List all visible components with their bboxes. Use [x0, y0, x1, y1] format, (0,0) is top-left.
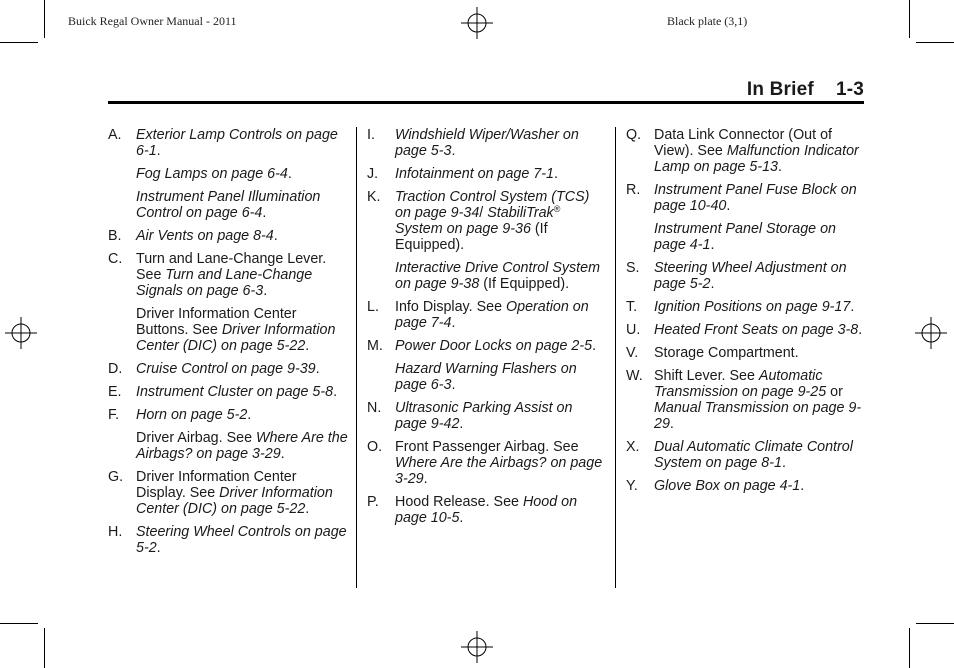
legend-text [654, 221, 866, 253]
legend-text [654, 345, 866, 361]
body-text: . [553, 166, 558, 182]
body-text: . [451, 377, 456, 393]
legend-item [108, 228, 348, 244]
legend-text [395, 166, 607, 182]
legend-letter: U. [626, 322, 641, 338]
body-text: . [710, 237, 715, 253]
legend-letter: Y. [626, 478, 638, 494]
body-text: . [592, 338, 597, 354]
cross-reference-text: Air Vents on page 8-4 [136, 228, 274, 244]
legend-text [654, 260, 866, 292]
crop-mark [44, 0, 45, 38]
legend-letter: O. [367, 439, 383, 455]
legend-text [395, 439, 607, 487]
legend-text [654, 439, 866, 471]
legend-letter: S. [626, 260, 640, 276]
column-3 [626, 127, 866, 501]
body-text: . [459, 510, 464, 526]
legend-item [367, 338, 607, 393]
trademark-symbol: ® [553, 204, 561, 214]
section-heading [747, 79, 864, 101]
body-text: . [858, 322, 863, 338]
cross-reference-text: Power Door Locks on page 2-5 [395, 338, 593, 354]
column-2 [367, 127, 607, 533]
body-text: Front Passenger Airbag. See [395, 439, 579, 455]
cross-reference-text: Where Are the Airbags? on page 3-29 [395, 455, 603, 487]
legend-text [654, 182, 866, 214]
legend-text [136, 127, 348, 159]
cross-reference-text: Manual Transmission on page 9-29 [654, 400, 862, 432]
cross-reference-text: Exterior Lamp Controls on page 6-1 [136, 127, 338, 159]
body-text: Shift Lever. See [654, 368, 759, 384]
body-text: Storage Compartment. [654, 345, 799, 361]
body-text: . [710, 276, 715, 292]
legend-item [108, 384, 348, 400]
legend-letter: X. [626, 439, 640, 455]
heading-rule [108, 101, 864, 104]
body-text: . [800, 478, 805, 494]
legend-text [136, 228, 348, 244]
legend-text [395, 127, 607, 159]
column-divider [615, 127, 616, 588]
legend-text [395, 299, 607, 331]
legend-text [136, 251, 348, 299]
registration-mark-right-icon [915, 317, 947, 349]
body-text: . [333, 384, 338, 400]
body-text: . [423, 471, 428, 487]
cross-reference-text: Operation on page 7-4 [395, 299, 589, 331]
body-text: Turn and Lane-Change Lever. See [136, 251, 327, 283]
body-text: Hood Release. See [395, 494, 523, 510]
legend-text [654, 368, 866, 432]
legend-item [367, 439, 607, 487]
legend-letter: C. [108, 251, 123, 267]
legend-text [136, 524, 348, 556]
crop-mark [916, 623, 954, 624]
cross-reference-text: Automatic Transmission on page 9-25 [654, 368, 827, 400]
legend-letter: L. [367, 299, 379, 315]
cross-reference-text: Where Are the Airbags? on page 3-29 [136, 430, 348, 462]
column-divider [356, 127, 357, 588]
legend-text [136, 306, 348, 354]
cross-reference-text: Malfunction Indicator Lamp on page 5-13 [654, 143, 859, 175]
cross-reference-text: Instrument Cluster on page 5-8 [136, 384, 334, 400]
legend-item [626, 439, 866, 471]
legend-item [367, 400, 607, 432]
cross-reference-text: Instrument Panel Illumination Control on page 6-4 [136, 189, 321, 221]
legend-text [654, 299, 866, 315]
body-text: Driver Information Center Display. See [136, 469, 297, 501]
crop-mark [909, 628, 910, 668]
body-text: . [669, 416, 674, 432]
cross-reference-text: Hazard Warning Flashers on page 6-3 [395, 361, 577, 393]
cross-reference-text: Steering Wheel Adjustment on page 5-2 [654, 260, 847, 292]
legend-letter: T. [626, 299, 638, 315]
body-text: . [781, 455, 786, 471]
cross-reference-text: Traction Control System (TCS) on page 9-34 [395, 189, 590, 221]
cross-reference-text: Dual Automatic Climate Control System on page 8-1 [654, 439, 853, 471]
legend-item [367, 189, 607, 292]
legend-text [136, 469, 348, 517]
legend-letter: G. [108, 469, 124, 485]
legend-item [626, 345, 866, 361]
legend-letter: D. [108, 361, 123, 377]
legend-letter: V. [626, 345, 639, 361]
legend-letter: H. [108, 524, 123, 540]
registration-mark-bottom-icon [461, 631, 493, 663]
legend-text [395, 338, 607, 354]
cross-reference-text: Turn and Lane-Change Signals on page 6-3 [136, 267, 313, 299]
running-header-right: Black plate (3,1) [667, 14, 748, 28]
legend-item [626, 127, 866, 175]
legend-item [367, 166, 607, 182]
cross-reference-text: Ignition Positions on page 9-17 [654, 299, 851, 315]
legend-letter: P. [367, 494, 379, 510]
body-text: . [778, 159, 782, 175]
legend-letter: Q. [626, 127, 642, 143]
cross-reference-text: Instrument Panel Fuse Block on page 10-40 [654, 182, 857, 214]
crop-mark [916, 42, 954, 43]
body-text: / [479, 205, 488, 221]
cross-reference-text: Horn on page 5-2 [136, 407, 248, 423]
legend-item [108, 469, 348, 517]
legend-item [626, 368, 866, 432]
cross-reference-text: System on page 9-36 [395, 221, 531, 237]
section-title: In Brief [746, 79, 814, 100]
legend-text [136, 361, 348, 377]
body-text: . [262, 205, 267, 221]
legend-item [367, 127, 607, 159]
cross-reference-text: Infotainment on page 7-1 [395, 166, 554, 182]
body-text: . [451, 143, 456, 159]
legend-item [626, 182, 866, 253]
body-text: . [273, 228, 278, 244]
body-text: . [247, 407, 252, 423]
legend-text [136, 430, 348, 462]
body-text: . [280, 446, 285, 462]
legend-text [136, 384, 348, 400]
legend-item [108, 127, 348, 221]
body-text: . [459, 416, 464, 432]
body-text: . [156, 540, 161, 556]
cross-reference-text: Ultrasonic Parking Assist on page 9-42 [395, 400, 573, 432]
page-number: 1-3 [835, 79, 864, 100]
cross-reference-text: Windshield Wiper/Washer on page 5-3 [395, 127, 579, 159]
legend-letter: I. [367, 127, 375, 143]
legend-item [626, 299, 866, 315]
cross-reference-text: Driver Information Center (DIC) on page 5-22 [136, 322, 336, 354]
legend-letter: A. [108, 127, 122, 143]
legend-item [367, 299, 607, 331]
legend-text [654, 127, 866, 175]
crop-mark [0, 42, 38, 43]
legend-letter: K. [367, 189, 381, 205]
legend-text [136, 166, 348, 182]
legend-item [108, 524, 348, 556]
legend-item [626, 322, 866, 338]
cross-reference-text: StabiliTrak [487, 205, 554, 221]
body-text: . [451, 315, 456, 331]
legend-letter: W. [626, 368, 643, 384]
cross-reference-text: Hood on page 10-5 [395, 494, 578, 526]
cross-reference-text: Cruise Control on page 9-39 [136, 361, 316, 377]
legend-letter: F. [108, 407, 120, 423]
cross-reference-text: Glove Box on page 4-1 [654, 478, 801, 494]
legend-text [395, 494, 607, 526]
crop-mark [44, 628, 45, 668]
legend-item [108, 407, 348, 462]
legend-item [626, 260, 866, 292]
body-text: . [263, 283, 268, 299]
legend-text [395, 260, 607, 292]
legend-letter: J. [367, 166, 379, 182]
cross-reference-text: Instrument Panel Storage on page 4-1 [654, 221, 836, 253]
body-text: Driver Information Center Buttons. See [136, 306, 297, 338]
registration-mark-top-icon [461, 7, 493, 39]
legend-text [395, 400, 607, 432]
body-text: . [305, 501, 310, 517]
crop-mark [0, 623, 38, 624]
legend-text [654, 322, 866, 338]
registration-mark-left-icon [5, 317, 37, 349]
body-text: . [726, 198, 731, 214]
legend-text [395, 189, 607, 253]
body-text: Info Display. See [395, 299, 506, 315]
body-text: . [305, 338, 310, 354]
legend-letter: B. [108, 228, 122, 244]
column-1 [108, 127, 348, 563]
running-header-left: Buick Regal Owner Manual - 2011 [68, 14, 237, 28]
cross-reference-text: Heated Front Seats on page 3-8 [654, 322, 859, 338]
body-text: . [850, 299, 855, 315]
cross-reference-text: Interactive Drive Control System on page 9-38 [395, 260, 600, 292]
legend-item [626, 478, 866, 494]
legend-letter: R. [626, 182, 641, 198]
legend-item [108, 251, 348, 354]
cross-reference-text: Fog Lamps on page 6-4 [136, 166, 288, 182]
legend-text [136, 407, 348, 423]
legend-letter: N. [367, 400, 382, 416]
body-text: (If Equipped). [395, 221, 548, 253]
body-text: . [287, 166, 292, 182]
body-text: Data Link Connector (Out of View). See [654, 127, 833, 159]
legend-text [654, 478, 866, 494]
body-text: . [156, 143, 161, 159]
legend-letter: E. [108, 384, 122, 400]
legend-text [395, 361, 607, 393]
crop-mark [909, 0, 910, 38]
legend-letter: M. [367, 338, 383, 354]
legend-item [367, 494, 607, 526]
cross-reference-text: Driver Information Center (DIC) on page 5-22 [136, 485, 333, 517]
legend-text [136, 189, 348, 221]
cross-reference-text: Steering Wheel Controls on page 5-2 [136, 524, 347, 556]
body-text: . [315, 361, 320, 377]
body-text: Driver Airbag. See [136, 430, 256, 446]
body-text: or [826, 384, 843, 400]
legend-item [108, 361, 348, 377]
body-text: (If Equipped). [479, 276, 570, 292]
